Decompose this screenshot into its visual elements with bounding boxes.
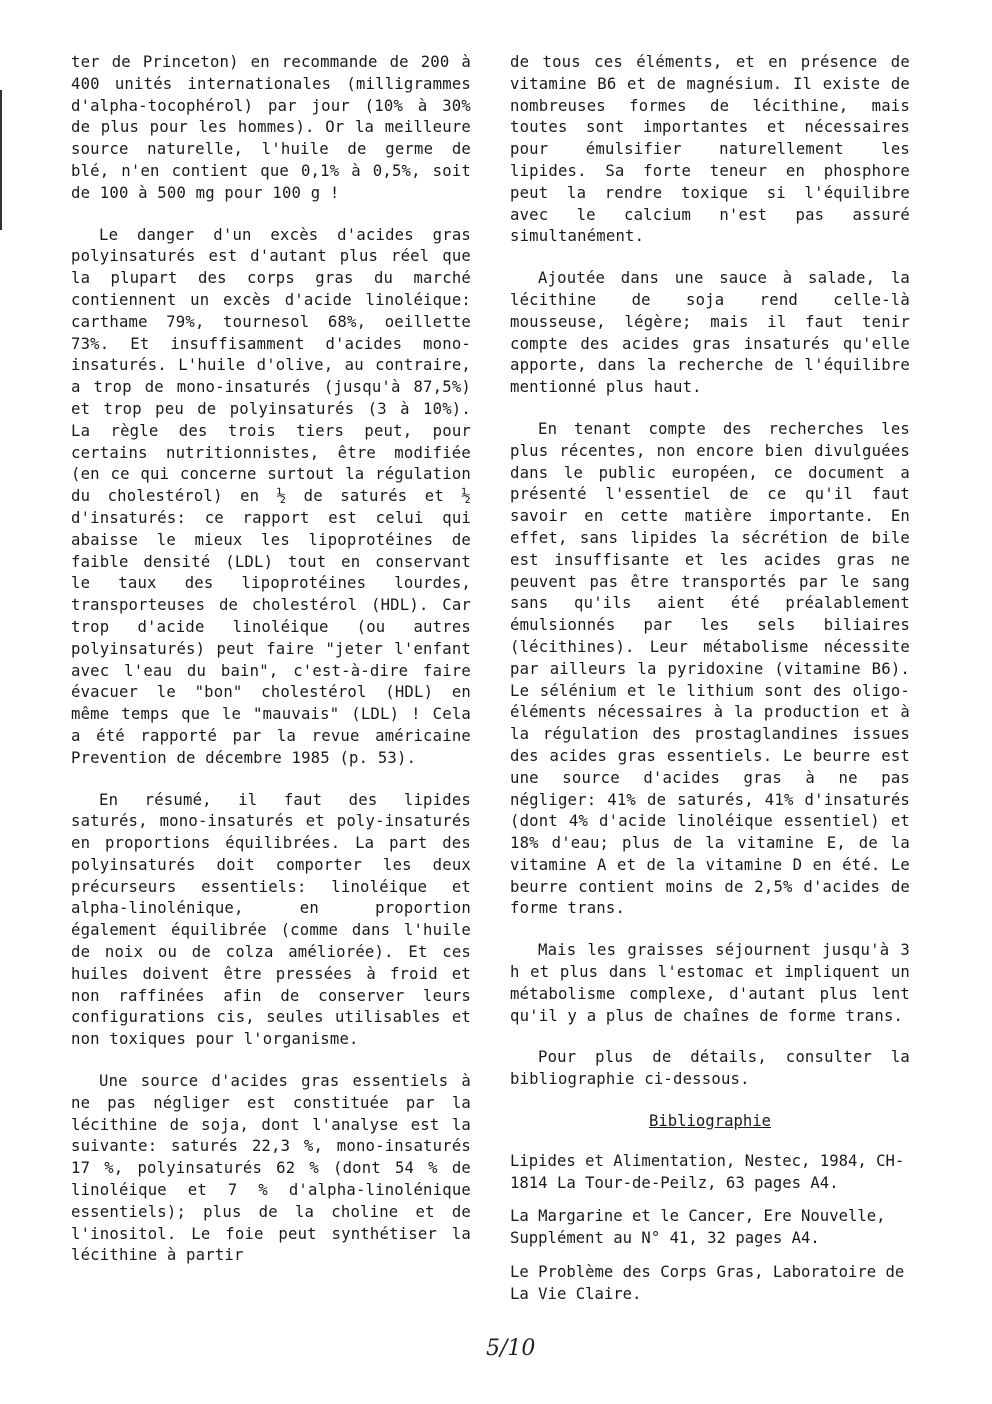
right-paragraph-4: Mais les graisses séjournent jusqu'à 3 h et plus dans l'estomac et impliquent un métabolisme complexe, d'autant plus lent qu'il y a plus de chaînes de forme trans. bbox=[510, 941, 910, 1025]
bibliography-heading-text: Bibliographie bbox=[648, 1112, 772, 1131]
left-paragraph-4: Une source d'acides gras essentiels à ne pas négliger est constituée par la lécithine de soja, dont l'analyse est la suivante: saturés 22,3 %, mono-insaturés 17 %, polyinsaturés 62 % (dont 54 % de linoléique et 7 % d'alpha-linolénique essentiels); plus de la choline et de l'inositol. Le foie peut synthétiser la lécithine à partir bbox=[71, 1072, 471, 1265]
bibliography-entry-1: Lipides et Alimentation, Nestec, 1984, CH-1814 La Tour-de-Peilz, 63 pages A4. bbox=[510, 1151, 905, 1192]
right-column bbox=[510, 52, 910, 1318]
left-paragraph-1: ter de Princeton) en recommande de 200 à 400 unités internationales (milligrammes d'alpha-tocophérol) par jour (10% à 30% de plus pour les hommes). Or la meilleure source naturelle, l'huile de germe de blé, n'en contient que 0,1% à 0,5%, soit de 100 à 500 mg pour 100 g ! bbox=[71, 53, 471, 202]
left-column bbox=[71, 52, 471, 1287]
page-number: 5/10 bbox=[486, 1336, 536, 1361]
right-paragraph-1: de tous ces éléments, et en présence de vitamine B6 et de magnésium. Il existe de nombreuses formes de lécithine, mais toutes sont importantes et nécessaires pour émulsifier naturellement les lipides. Sa forte teneur en phosphore peut la rendre toxique si l'équilibre avec le calcium n'est pas assuré simultanément. bbox=[510, 53, 910, 246]
bibliography-entry-2: La Margarine et le Cancer, Ere Nouvelle, Supplément au N° 41, 32 pages A4. bbox=[510, 1207, 886, 1248]
left-paragraph-2: Le danger d'un excès d'acides gras polyinsaturés est d'autant plus réel que la plupart des corps gras du marché contiennent un excès d'acide linoléique: carthame 79%, tournesol 68%, oeillette 73%. Et insuffisamment d'acides mono-insaturés. L'huile d'olive, au contraire, a trop de mono-insaturés (jusqu'à 87,5%) et trop peu de polyinsaturés (3 à 10%). La règle des trois tiers peut, pour certains nutritionnistes, être modifiée (en ce qui concerne surtout la régulation du cholestérol) en ½ de saturés et ½ d'insaturés: ce rapport est celui qui abaisse le mieux les lipoprotéines de faible densité (LDL) tout en conservant le taux des lipoprotéines lourdes, transporteuses de cholestérol (HDL). Car trop d'acide linoléique (ou autres polyinsaturés) peut faire "jeter l'enfant avec l'eau du bain", c'est-à-dire faire évacuer le "bon" cholestérol (HDL) en même temps que le "mauvais" (LDL) ! Cela a été rapporté par la revue américaine Prevention de décembre 1985 (p. 53). bbox=[71, 225, 471, 767]
bibliography-heading bbox=[510, 1111, 910, 1133]
right-paragraph-2: Ajoutée dans une sauce à salade, la lécithine de soja rend celle-là mousseuse, légère; mais il faut tenir compte des acides gras insaturés qu'elle apporte, dans la recherche de l'équilibre mentionné plus haut. bbox=[510, 269, 910, 397]
bibliography-entry-3: Le Problème des Corps Gras, Laboratoire de La Vie Claire. bbox=[510, 1263, 905, 1303]
right-paragraph-3: En tenant compte des recherches les plus récentes, non encore bien divulguées dans le public européen, ce document a présenté l'essentiel de ce qu'il faut savoir en cette matière importante. En effet, sans lipides la sécrétion de bile est insuffisante et les acides gras ne peuvent pas être transportés par le sang sans qu'ils aient été préalablement émulsionnés par les sels biliaires (lécithines). Leur métabolisme nécessite par ailleurs la pyridoxine (vitamine B6). Le sélénium et le lithium sont des oligo-éléments nécessaires à la production et à la régulation des prostaglandines issues des acides gras essentiels. Le beurre est une source d'acides gras à ne pas négliger: 41% de saturés, 41% d'insaturés (dont 4% d'acide linoléique essentiel) et 18% d'eau; plus de la vitamine E, de la vitamine A et de la vitamine D en été. Le beurre contient moins de 2,5% d'acides de forme trans. bbox=[510, 419, 910, 918]
scan-margin-mark bbox=[0, 90, 2, 230]
right-paragraph-5: Pour plus de détails, consulter la bibliographie ci-dessous. bbox=[510, 1048, 910, 1089]
left-paragraph-3: En résumé, il faut des lipides saturés, mono-insaturés et poly-insaturés en proportions équilibrées. La part des polyinsaturés doit comporter les deux précurseurs essentiels: linoléique et alpha-linolénique, en proportion également équilibrée (comme dans l'huile de noix ou de colza améliorée). Et ces huiles doivent être pressées à froid et non raffinées afin de conserver leurs configurations cis, seules utilisables et non toxiques pour l'organisme. bbox=[71, 790, 471, 1049]
